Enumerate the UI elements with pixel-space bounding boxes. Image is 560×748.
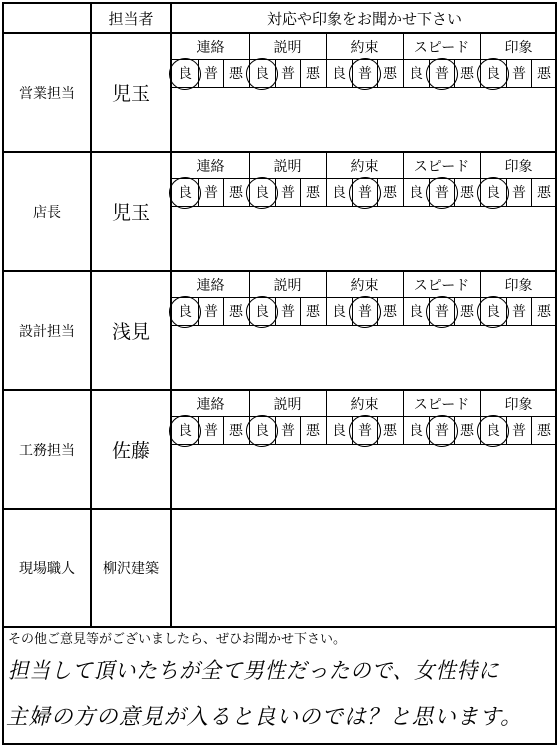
rating-option: 悪 — [229, 66, 243, 82]
category-label: 連絡 — [196, 396, 225, 413]
rating-option: 良 — [178, 304, 192, 320]
rating-option: 悪 — [460, 185, 474, 201]
comment-line-1: 担当して頂いたちが全て男性だったので、女性特に — [8, 659, 500, 684]
category-label: 印象 — [504, 39, 533, 56]
category-label: 説明 — [273, 277, 302, 294]
rating-option: 良 — [486, 185, 500, 201]
rating-option: 良 — [409, 304, 423, 320]
rating-option: 良 — [486, 304, 500, 320]
category-label: 約束 — [350, 396, 379, 413]
comments-label: その他ご意見等がございましたら、ぜひお聞かせ下さい。 — [8, 632, 347, 647]
category-label: 印象 — [504, 277, 533, 294]
rating-option: 普 — [435, 185, 449, 201]
rating-option: 悪 — [306, 304, 320, 320]
rating-option: 普 — [435, 423, 449, 439]
row-person: 児玉 — [111, 202, 150, 224]
rating-option: 悪 — [229, 304, 243, 320]
rating-option: 良 — [409, 423, 423, 439]
rating-option: 普 — [512, 423, 526, 439]
category-label: 印象 — [504, 396, 533, 413]
rating-option: 良 — [255, 423, 269, 439]
rating-option: 普 — [435, 304, 449, 320]
header-feedback: 対応や印象をお聞かせ下さい — [266, 9, 462, 28]
rating-option: 良 — [486, 66, 500, 82]
category-label: 印象 — [504, 158, 533, 175]
rating-option: 良 — [178, 66, 192, 82]
rating-option: 悪 — [229, 423, 243, 439]
category-label: 連絡 — [196, 158, 225, 175]
rating-option: 悪 — [460, 304, 474, 320]
header-staff: 担当者 — [108, 9, 154, 28]
rating-option: 普 — [358, 66, 372, 82]
rating-option: 良 — [255, 304, 269, 320]
rating-option: 普 — [358, 304, 372, 320]
rating-option: 悪 — [383, 304, 397, 320]
rating-option: 良 — [332, 185, 346, 201]
category-label: 説明 — [273, 158, 302, 175]
rating-option: 良 — [178, 185, 192, 201]
category-label: 連絡 — [196, 39, 225, 56]
rating-option: 悪 — [229, 185, 243, 201]
category-label: 連絡 — [196, 277, 225, 294]
row-divider — [2, 626, 557, 628]
rating-option: 普 — [358, 185, 372, 201]
rating-option: 悪 — [460, 423, 474, 439]
rating-option: 普 — [358, 423, 372, 439]
rating-option: 普 — [204, 66, 218, 82]
row-person: 児玉 — [111, 83, 150, 105]
row-role: 工務担当 — [19, 442, 75, 459]
category-label: 説明 — [273, 39, 302, 56]
worker-role: 現場職人 — [19, 561, 75, 577]
category-label: 約束 — [350, 277, 379, 294]
row-role: 営業担当 — [19, 85, 75, 102]
rating-option: 良 — [332, 304, 346, 320]
rating-option: 良 — [486, 423, 500, 439]
rating-option: 普 — [281, 423, 295, 439]
rating-option: 普 — [204, 423, 218, 439]
comment-line-2: 主婦の方の意見が入ると良いのでは？と思います。 — [6, 705, 523, 730]
rating-option: 普 — [512, 66, 526, 82]
rating-option: 悪 — [306, 66, 320, 82]
rating-option: 悪 — [383, 185, 397, 201]
rating-option: 良 — [409, 66, 423, 82]
rating-option: 悪 — [383, 423, 397, 439]
rating-option: 普 — [281, 185, 295, 201]
rating-option: 悪 — [383, 66, 397, 82]
rating-option: 悪 — [460, 66, 474, 82]
rating-option: 普 — [512, 304, 526, 320]
rating-option: 良 — [409, 185, 423, 201]
rating-option: 普 — [281, 66, 295, 82]
rating-option: 良 — [332, 66, 346, 82]
rating-option: 悪 — [306, 423, 320, 439]
row-person: 浅見 — [111, 321, 150, 343]
rating-option: 悪 — [537, 304, 551, 320]
worker-company: 柳沢建築 — [103, 561, 159, 577]
rating-option: 良 — [255, 185, 269, 201]
category-label: スピード — [413, 396, 470, 413]
category-label: 説明 — [273, 396, 302, 413]
rating-option: 普 — [512, 185, 526, 201]
rating-option: 良 — [178, 423, 192, 439]
rating-option: 普 — [281, 304, 295, 320]
rating-option: 普 — [435, 66, 449, 82]
rating-option: 良 — [255, 66, 269, 82]
rating-option: 普 — [204, 304, 218, 320]
rating-option: 普 — [204, 185, 218, 201]
rating-option: 悪 — [537, 66, 551, 82]
row-divider — [2, 508, 557, 510]
rating-option: 悪 — [537, 423, 551, 439]
row-person: 佐藤 — [111, 440, 150, 462]
rating-option: 良 — [332, 423, 346, 439]
row-role: 店長 — [33, 204, 61, 221]
category-label: 約束 — [350, 39, 379, 56]
category-label: スピード — [413, 39, 470, 56]
row-role: 設計担当 — [19, 323, 75, 340]
rating-option: 悪 — [306, 185, 320, 201]
category-label: 約束 — [350, 158, 379, 175]
category-label: スピード — [413, 158, 470, 175]
category-label: スピード — [413, 277, 470, 294]
rating-option: 悪 — [537, 185, 551, 201]
